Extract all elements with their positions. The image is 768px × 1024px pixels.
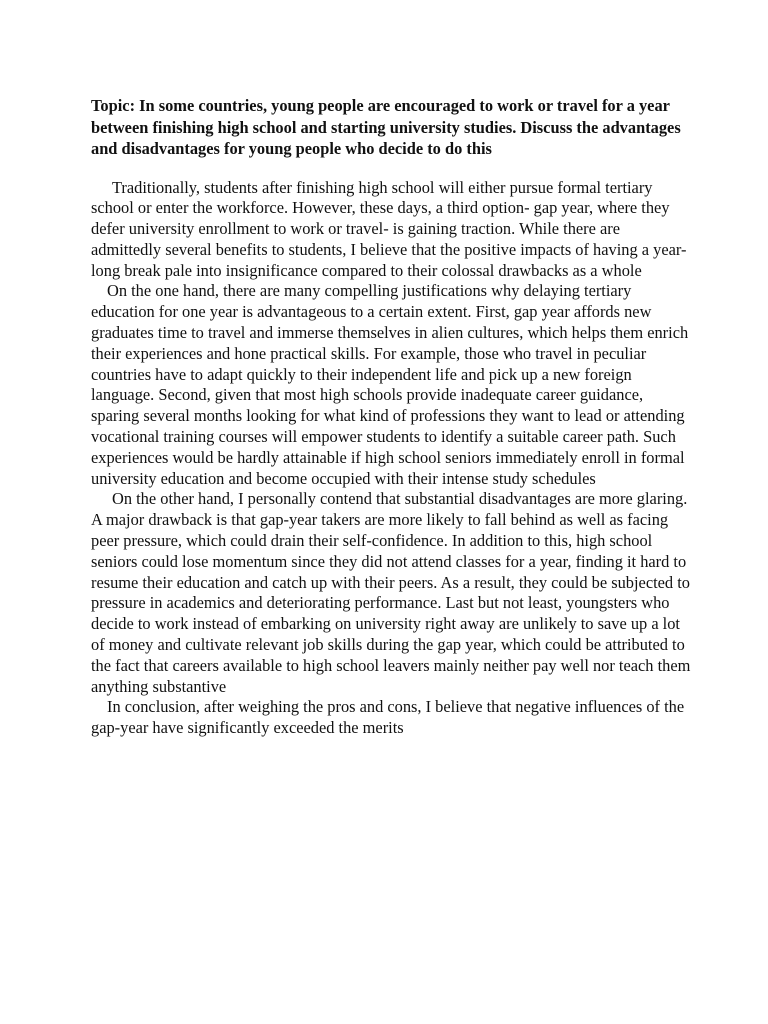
document-page bbox=[91, 95, 691, 739]
paragraph-introduction: Traditionally, students after finishing high school will either pursue formal tertiary school or enter the workforce. However, these days, a third option- gap year, where they defer university enrollment to work or travel- is gaining traction. While there are admittedly several benefits to students, I believe that the positive impacts of having a year-long break pale into insignificance compared to their colossal drawbacks as a whole bbox=[91, 177, 687, 280]
essay-topic: Topic: In some countries, young people are encouraged to work or travel for a year between finishing high school and starting university studies. Discuss the advantages and disadvantages for young people who decide to do this bbox=[91, 96, 681, 158]
paragraph-conclusion: In conclusion, after weighing the pros and cons, I believe that negative influences of the gap-year have significantly exceeded the merits bbox=[91, 697, 685, 738]
essay-body bbox=[91, 178, 691, 740]
paragraph-disadvantages: On the other hand, I personally contend that substantial disadvantages are more glaring. A major drawback is that gap-year takers are more likely to fall behind as well as facing peer pressure, which could drain their self-confidence. In addition to this, high school seniors could lose momentum since they did not attend classes for a year, finding it hard to resume their education and catch up with their peers. As a result, they could be subjected to pressure in academics and deteriorating performance. Last but not least, youngsters who decide to work instead of embarking on university right away are unlikely to save up a lot of money and cultivate relevant job skills during the gap year, which could be attributed to the fact that careers available to high school leavers mainly neither pay well nor teach them anything substantive bbox=[91, 489, 691, 696]
paragraph-advantages: On the one hand, there are many compelling justifications why delaying tertiary education for one year is advantageous to a certain extent. First, gap year affords new graduates time to travel and immerse themselves in alien cultures, which helps them enrich their experiences and hone practical skills. For example, those who travel in peculiar countries have to adapt quickly to their independent life and pick up a new foreign language. Second, given that most high schools provide inadequate career guidance, sparing several months looking for what kind of professions they want to lead or attending vocational training courses will empower students to identify a suitable career path. Such experiences would be hardly attainable if high school seniors immediately enroll in formal university education and become occupied with their intense study schedules bbox=[91, 281, 689, 488]
